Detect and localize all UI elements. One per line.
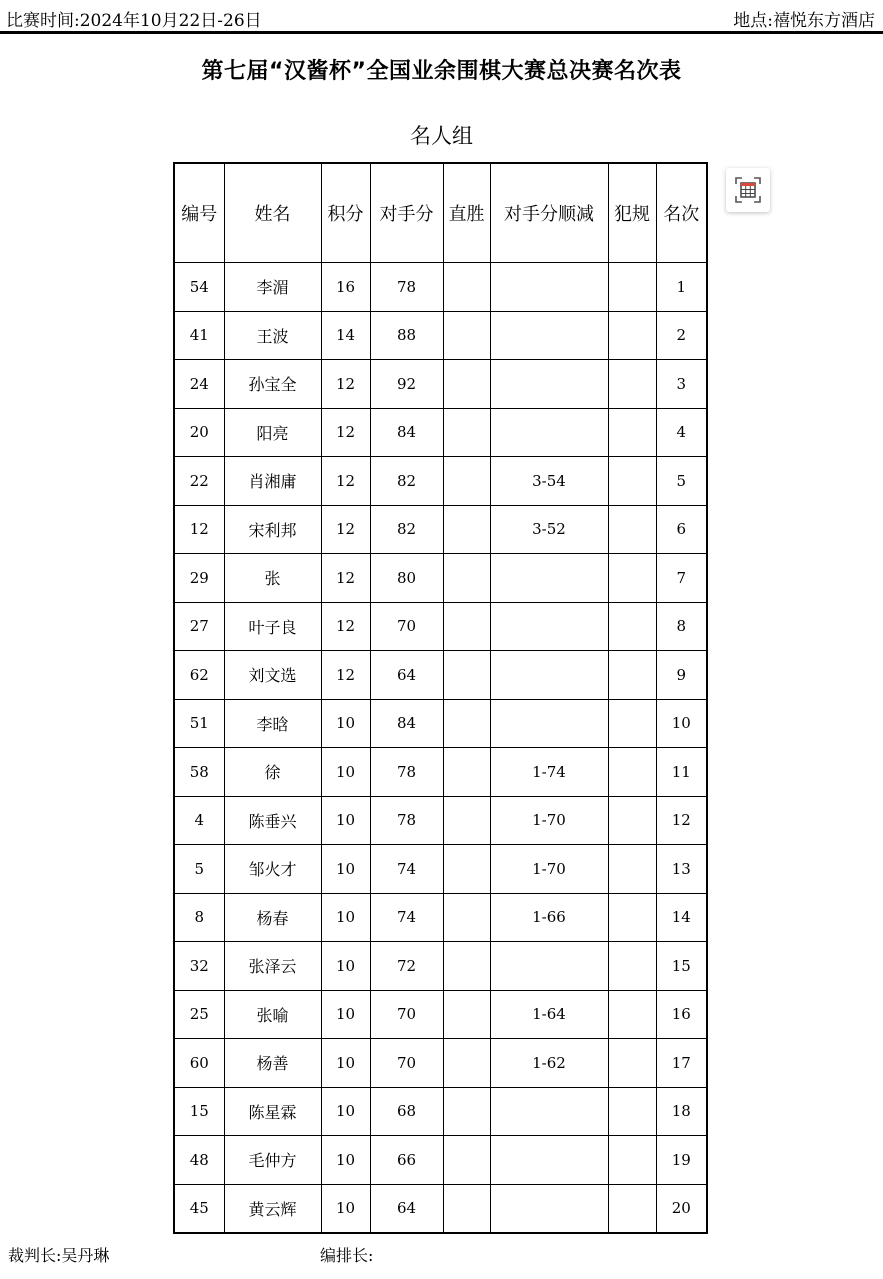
cell-fouls bbox=[608, 845, 656, 894]
cell-direct-win bbox=[443, 311, 490, 360]
table-row bbox=[174, 942, 707, 991]
cell-tiebreak bbox=[490, 602, 608, 651]
cell-rank: 11 bbox=[656, 748, 707, 797]
cell-fouls bbox=[608, 990, 656, 1039]
cell-points: 10 bbox=[321, 845, 370, 894]
column-header-direct-win: 直胜 bbox=[443, 163, 490, 263]
cell-points: 10 bbox=[321, 1184, 370, 1233]
cell-name: 李湄 bbox=[224, 263, 321, 312]
cell-id: 20 bbox=[174, 408, 224, 457]
group-title: 名人组 bbox=[410, 124, 473, 148]
cell-rank: 6 bbox=[656, 505, 707, 554]
table-row bbox=[174, 505, 707, 554]
cell-rank: 16 bbox=[656, 990, 707, 1039]
cell-direct-win bbox=[443, 408, 490, 457]
cell-direct-win bbox=[443, 505, 490, 554]
column-header-opponent-score: 对手分 bbox=[370, 163, 443, 263]
cell-direct-win bbox=[443, 360, 490, 409]
cell-id: 15 bbox=[174, 1087, 224, 1136]
cell-direct-win bbox=[443, 748, 490, 797]
table-row bbox=[174, 408, 707, 457]
cell-fouls bbox=[608, 651, 656, 700]
cell-fouls bbox=[608, 1039, 656, 1088]
referee-label: 裁判长:吴丹琳 bbox=[8, 1246, 110, 1265]
cell-points: 10 bbox=[321, 748, 370, 797]
cell-tiebreak: 1-62 bbox=[490, 1039, 608, 1088]
cell-rank: 8 bbox=[656, 602, 707, 651]
cell-fouls bbox=[608, 408, 656, 457]
match-location: 地点:禧悦东方酒店 bbox=[733, 11, 875, 31]
column-header-id: 编号 bbox=[174, 163, 224, 263]
cell-id: 5 bbox=[174, 845, 224, 894]
cell-rank: 14 bbox=[656, 893, 707, 942]
cell-rank: 12 bbox=[656, 796, 707, 845]
cell-points: 10 bbox=[321, 699, 370, 748]
cell-opponent-score: 80 bbox=[370, 554, 443, 603]
cell-rank: 5 bbox=[656, 457, 707, 506]
cell-name: 刘文选 bbox=[224, 651, 321, 700]
cell-rank: 9 bbox=[656, 651, 707, 700]
cell-name: 杨善 bbox=[224, 1039, 321, 1088]
column-header-name: 姓名 bbox=[224, 163, 321, 263]
table-row bbox=[174, 845, 707, 894]
cell-opponent-score: 68 bbox=[370, 1087, 443, 1136]
arranger-label: 编排长: bbox=[320, 1246, 374, 1265]
cell-tiebreak bbox=[490, 554, 608, 603]
header-bar bbox=[0, 0, 883, 34]
cell-points: 10 bbox=[321, 1136, 370, 1185]
cell-rank: 1 bbox=[656, 263, 707, 312]
column-header-rank: 名次 bbox=[656, 163, 707, 263]
cell-fouls bbox=[608, 796, 656, 845]
column-header-points: 积分 bbox=[321, 163, 370, 263]
cell-tiebreak bbox=[490, 699, 608, 748]
cell-points: 10 bbox=[321, 796, 370, 845]
document-title: 第七届“汉酱杯”全国业余围棋大赛总决赛名次表 bbox=[201, 59, 682, 84]
cell-id: 54 bbox=[174, 263, 224, 312]
cell-direct-win bbox=[443, 1039, 490, 1088]
cell-opponent-score: 84 bbox=[370, 408, 443, 457]
cell-direct-win bbox=[443, 1184, 490, 1233]
results-table bbox=[173, 162, 708, 1234]
table-row bbox=[174, 651, 707, 700]
cell-tiebreak bbox=[490, 408, 608, 457]
table-row bbox=[174, 457, 707, 506]
table-row bbox=[174, 1087, 707, 1136]
cell-tiebreak: 1-70 bbox=[490, 796, 608, 845]
cell-name: 毛仲方 bbox=[224, 1136, 321, 1185]
cell-tiebreak: 1-70 bbox=[490, 845, 608, 894]
cell-points: 12 bbox=[321, 360, 370, 409]
cell-opponent-score: 78 bbox=[370, 748, 443, 797]
table-row bbox=[174, 554, 707, 603]
cell-direct-win bbox=[443, 942, 490, 991]
table-body bbox=[174, 263, 707, 1234]
cell-fouls bbox=[608, 554, 656, 603]
table-row bbox=[174, 1039, 707, 1088]
cell-name: 阳亮 bbox=[224, 408, 321, 457]
cell-direct-win bbox=[443, 990, 490, 1039]
cell-name: 邹火才 bbox=[224, 845, 321, 894]
cell-points: 12 bbox=[321, 408, 370, 457]
cell-points: 16 bbox=[321, 263, 370, 312]
cell-name: 陈星霖 bbox=[224, 1087, 321, 1136]
cell-rank: 13 bbox=[656, 845, 707, 894]
cell-direct-win bbox=[443, 845, 490, 894]
cell-tiebreak: 3-54 bbox=[490, 457, 608, 506]
cell-id: 45 bbox=[174, 1184, 224, 1233]
cell-name: 肖湘庸 bbox=[224, 457, 321, 506]
table-row bbox=[174, 990, 707, 1039]
cell-id: 27 bbox=[174, 602, 224, 651]
cell-opponent-score: 78 bbox=[370, 796, 443, 845]
cell-direct-win bbox=[443, 699, 490, 748]
cell-opponent-score: 88 bbox=[370, 311, 443, 360]
cell-name: 叶子良 bbox=[224, 602, 321, 651]
cell-tiebreak bbox=[490, 263, 608, 312]
cell-direct-win bbox=[443, 263, 490, 312]
cell-fouls bbox=[608, 1184, 656, 1233]
cell-direct-win bbox=[443, 1087, 490, 1136]
table-row bbox=[174, 1184, 707, 1233]
cell-direct-win bbox=[443, 1136, 490, 1185]
cell-direct-win bbox=[443, 893, 490, 942]
cell-tiebreak: 3-52 bbox=[490, 505, 608, 554]
cell-direct-win bbox=[443, 602, 490, 651]
cell-rank: 10 bbox=[656, 699, 707, 748]
cell-opponent-score: 70 bbox=[370, 1039, 443, 1088]
cell-fouls bbox=[608, 360, 656, 409]
cell-opponent-score: 82 bbox=[370, 457, 443, 506]
cell-opponent-score: 74 bbox=[370, 893, 443, 942]
cell-points: 12 bbox=[321, 457, 370, 506]
cell-opponent-score: 82 bbox=[370, 505, 443, 554]
cell-opponent-score: 74 bbox=[370, 845, 443, 894]
cell-rank: 3 bbox=[656, 360, 707, 409]
cell-fouls bbox=[608, 505, 656, 554]
cell-id: 60 bbox=[174, 1039, 224, 1088]
cell-name: 王波 bbox=[224, 311, 321, 360]
cell-points: 12 bbox=[321, 505, 370, 554]
cell-points: 10 bbox=[321, 1087, 370, 1136]
cell-rank: 20 bbox=[656, 1184, 707, 1233]
table-row bbox=[174, 796, 707, 845]
cell-points: 10 bbox=[321, 990, 370, 1039]
cell-tiebreak bbox=[490, 1136, 608, 1185]
cell-rank: 17 bbox=[656, 1039, 707, 1088]
cell-id: 41 bbox=[174, 311, 224, 360]
cell-name: 张 bbox=[224, 554, 321, 603]
cell-id: 32 bbox=[174, 942, 224, 991]
cell-direct-win bbox=[443, 651, 490, 700]
table-extract-button[interactable] bbox=[726, 168, 770, 212]
cell-fouls bbox=[608, 893, 656, 942]
table-row bbox=[174, 602, 707, 651]
table-extract-icon bbox=[734, 176, 762, 204]
cell-opponent-score: 70 bbox=[370, 602, 443, 651]
cell-fouls bbox=[608, 602, 656, 651]
cell-rank: 2 bbox=[656, 311, 707, 360]
cell-name: 张泽云 bbox=[224, 942, 321, 991]
cell-opponent-score: 70 bbox=[370, 990, 443, 1039]
cell-tiebreak bbox=[490, 1184, 608, 1233]
cell-opponent-score: 64 bbox=[370, 651, 443, 700]
cell-rank: 19 bbox=[656, 1136, 707, 1185]
cell-id: 58 bbox=[174, 748, 224, 797]
cell-name: 陈垂兴 bbox=[224, 796, 321, 845]
cell-fouls bbox=[608, 699, 656, 748]
cell-points: 14 bbox=[321, 311, 370, 360]
table-row bbox=[174, 263, 707, 312]
cell-name: 徐 bbox=[224, 748, 321, 797]
cell-rank: 18 bbox=[656, 1087, 707, 1136]
cell-name: 李晗 bbox=[224, 699, 321, 748]
cell-name: 宋利邦 bbox=[224, 505, 321, 554]
cell-id: 4 bbox=[174, 796, 224, 845]
cell-points: 10 bbox=[321, 942, 370, 991]
cell-fouls bbox=[608, 311, 656, 360]
cell-opponent-score: 64 bbox=[370, 1184, 443, 1233]
cell-points: 10 bbox=[321, 893, 370, 942]
cell-id: 51 bbox=[174, 699, 224, 748]
cell-opponent-score: 66 bbox=[370, 1136, 443, 1185]
cell-id: 12 bbox=[174, 505, 224, 554]
cell-id: 25 bbox=[174, 990, 224, 1039]
column-header-fouls: 犯规 bbox=[608, 163, 656, 263]
cell-fouls bbox=[608, 748, 656, 797]
cell-id: 22 bbox=[174, 457, 224, 506]
cell-tiebreak bbox=[490, 1087, 608, 1136]
table-row bbox=[174, 311, 707, 360]
cell-fouls bbox=[608, 263, 656, 312]
cell-name: 黄云辉 bbox=[224, 1184, 321, 1233]
cell-fouls bbox=[608, 457, 656, 506]
cell-id: 48 bbox=[174, 1136, 224, 1185]
cell-rank: 15 bbox=[656, 942, 707, 991]
cell-rank: 7 bbox=[656, 554, 707, 603]
cell-tiebreak: 1-64 bbox=[490, 990, 608, 1039]
cell-opponent-score: 78 bbox=[370, 263, 443, 312]
table-row bbox=[174, 1136, 707, 1185]
cell-name: 杨春 bbox=[224, 893, 321, 942]
cell-points: 12 bbox=[321, 651, 370, 700]
cell-points: 12 bbox=[321, 554, 370, 603]
cell-id: 24 bbox=[174, 360, 224, 409]
cell-id: 29 bbox=[174, 554, 224, 603]
table-row bbox=[174, 699, 707, 748]
table-header-row bbox=[174, 163, 707, 263]
cell-opponent-score: 72 bbox=[370, 942, 443, 991]
table-row bbox=[174, 893, 707, 942]
cell-points: 10 bbox=[321, 1039, 370, 1088]
cell-name: 张喻 bbox=[224, 990, 321, 1039]
table-row bbox=[174, 360, 707, 409]
cell-fouls bbox=[608, 942, 656, 991]
cell-points: 12 bbox=[321, 602, 370, 651]
cell-rank: 4 bbox=[656, 408, 707, 457]
cell-fouls bbox=[608, 1087, 656, 1136]
cell-id: 8 bbox=[174, 893, 224, 942]
cell-tiebreak: 1-66 bbox=[490, 893, 608, 942]
cell-name: 孙宝全 bbox=[224, 360, 321, 409]
cell-tiebreak bbox=[490, 360, 608, 409]
cell-tiebreak bbox=[490, 942, 608, 991]
cell-opponent-score: 84 bbox=[370, 699, 443, 748]
cell-direct-win bbox=[443, 457, 490, 506]
cell-tiebreak: 1-74 bbox=[490, 748, 608, 797]
cell-fouls bbox=[608, 1136, 656, 1185]
cell-direct-win bbox=[443, 796, 490, 845]
cell-opponent-score: 92 bbox=[370, 360, 443, 409]
cell-id: 62 bbox=[174, 651, 224, 700]
match-time: 比赛时间:2024年10月22日-26日 bbox=[6, 11, 262, 31]
cell-direct-win bbox=[443, 554, 490, 603]
table-row bbox=[174, 748, 707, 797]
cell-tiebreak bbox=[490, 651, 608, 700]
column-header-tiebreak: 对手分顺减 bbox=[490, 163, 608, 263]
cell-tiebreak bbox=[490, 311, 608, 360]
